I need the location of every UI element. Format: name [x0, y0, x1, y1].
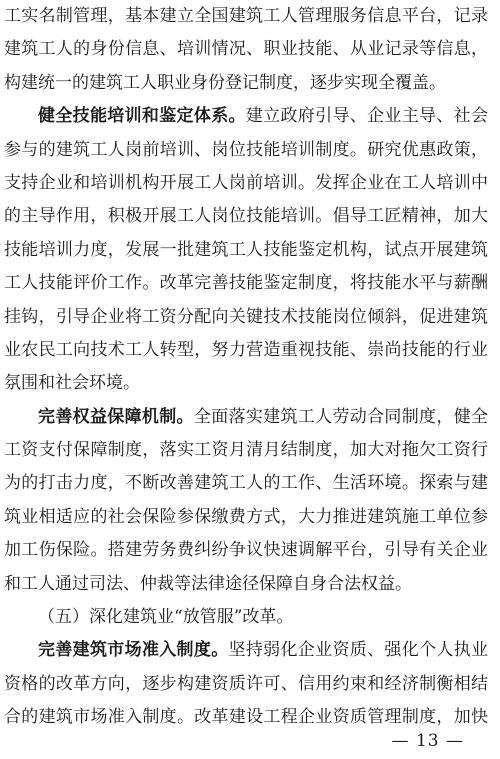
text-line: 技能培训力度，发展一批建筑工人技能鉴定机构，试点开展建筑 [4, 239, 488, 260]
paragraph-3 [4, 401, 488, 601]
page-number: — 13 — [391, 731, 464, 751]
text-line: 资格的改革方向，逐步构建资质许可、信用约束和经济制衡相结 [4, 673, 488, 694]
text-line: 筑业相适应的社会保险参保缴费方式，大力推进建筑施工单位参 [4, 506, 488, 527]
text-line: 为的打击力度，不断改善建筑工人的工作、生活环境。探索与建 [4, 473, 488, 494]
text-line: 建筑工人的身份信息、培训情况、职业技能、从业记录等信息， [4, 39, 488, 60]
text-line: 和工人通过司法、仲裁等法律途径保障自身合法权益。 [4, 573, 412, 594]
text-line [4, 100, 488, 133]
text-line [4, 634, 488, 667]
paragraph-heading: 完善建筑市场准入制度。 [38, 640, 229, 661]
text-line: 构建统一的建筑工人职业身份登记制度，逐步实现全覆盖。 [4, 72, 446, 93]
paragraph-5 [4, 634, 488, 734]
text-line: 的主导作用，积极开展工人岗位技能培训。倡导工匠精神，加大 [4, 206, 488, 227]
text-fragment: 坚持弱化企业资质、强化个人执业 [228, 640, 488, 661]
text-fragment: 建立政府引导、企业主导、社会 [245, 106, 488, 127]
text-line: 支持企业和培训机构开展工人岗前培训。发挥企业在工人培训中 [4, 172, 488, 193]
text-line: 工实名制管理，基本建立全国建筑工人管理服务信息平台，记录 [4, 6, 488, 26]
text-line: 加工伤保险。搭建劳务费纠纷争议快速调解平台，引导有关企业 [4, 540, 488, 561]
text-line: 参与的建筑工人岗前培训、岗位技能培训制度。研究优惠政策， [4, 139, 488, 160]
text-line: 业农民工向技术工人转型，努力营造重视技能、崇尚技能的行业 [4, 339, 488, 360]
text-line [4, 401, 488, 434]
section-title: （五）深化建筑业“放管服”改革。 [38, 607, 294, 628]
text-line: 挂钩，引导企业将工资分配向关键技术技能岗位倾斜，促进建筑 [4, 306, 488, 327]
text-line: 氛围和社会环境。 [4, 373, 140, 394]
text-line: 工人技能评价工作。改革完善技能鉴定制度，将技能水平与薪酬 [4, 273, 488, 294]
section-heading [4, 601, 488, 634]
text-fragment: 全面落实建筑工人劳动合同制度，健全 [193, 406, 488, 427]
paragraph-2 [4, 100, 488, 401]
paragraph-heading: 完善权益保障机制。 [38, 406, 194, 427]
text-line: 合的建筑市场准入制度。改革建设工程企业资质管理制度，加快 [4, 707, 488, 728]
paragraph-1 [4, 0, 488, 100]
paragraph-heading: 健全技能培训和鉴定体系。 [38, 106, 246, 127]
text-line: 工资支付保障制度，落实工资月清月结制度，加大对拖欠工资行 [4, 440, 488, 461]
